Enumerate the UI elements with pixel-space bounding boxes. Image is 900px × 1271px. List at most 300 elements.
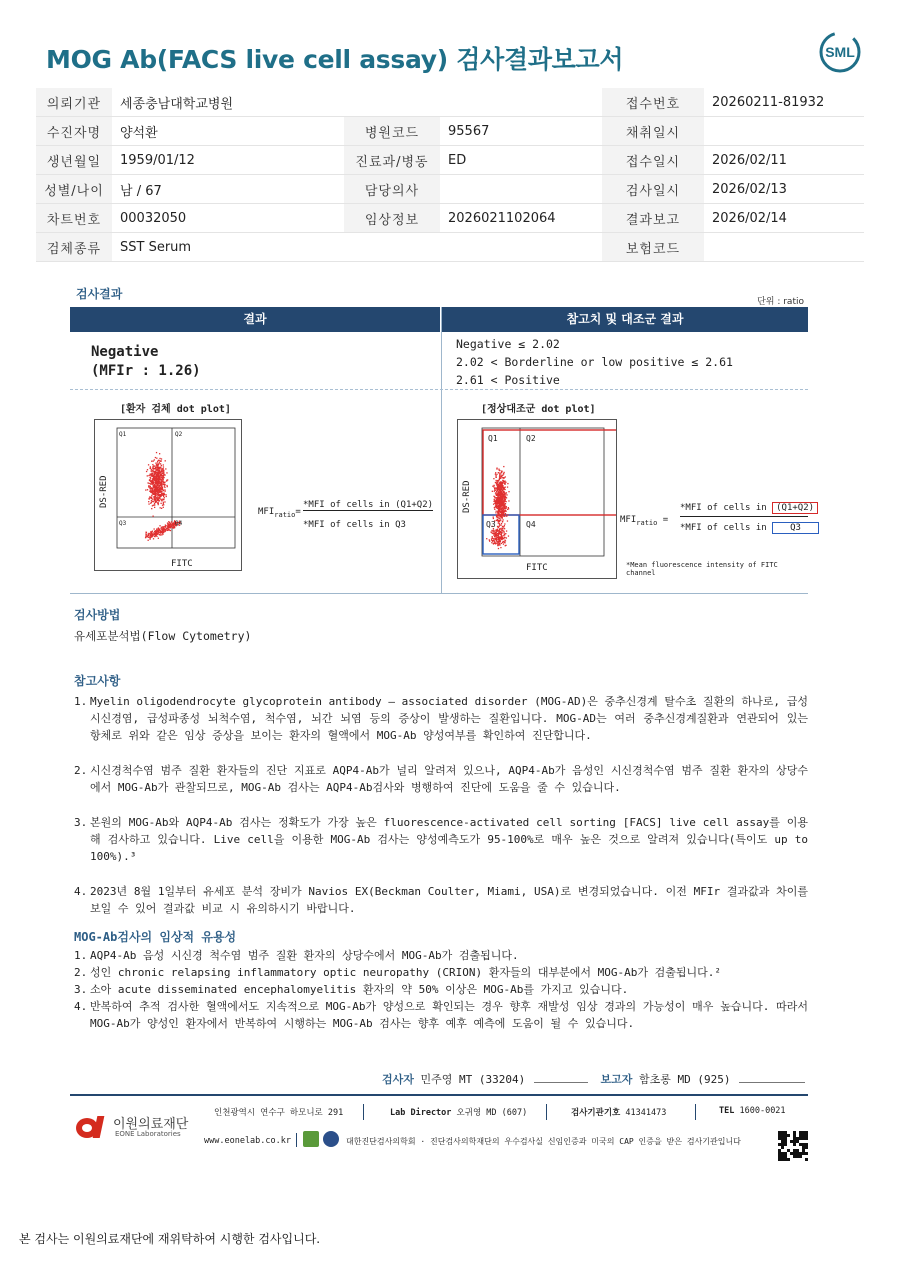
control-dot	[497, 543, 498, 544]
patient-dot	[166, 472, 167, 473]
control-dot	[501, 517, 502, 518]
patient-formula-label: $MFI_{ratio}=$	[258, 507, 301, 519]
qr-module	[781, 1146, 784, 1149]
qr-module	[787, 1149, 790, 1152]
patient-dot	[157, 470, 158, 471]
control-dot	[503, 480, 504, 481]
patient-dot	[154, 484, 155, 485]
footer-sep	[695, 1104, 696, 1120]
patient-dot	[156, 469, 157, 470]
patient-dot	[152, 464, 153, 465]
info-value: 20260211-81932	[704, 88, 864, 117]
control-dot	[501, 471, 502, 472]
control-dot	[495, 482, 496, 483]
control-dot	[505, 545, 506, 546]
patient-dot	[151, 500, 152, 501]
info-value: 2026/02/11	[704, 146, 864, 175]
qr-module	[805, 1137, 808, 1140]
control-dot	[503, 503, 504, 504]
patient-dot	[159, 476, 160, 477]
result-value: Negative	[91, 344, 159, 360]
patient-dot	[156, 480, 157, 481]
patient-dot	[157, 482, 158, 483]
control-dot	[493, 478, 494, 479]
patient-dot	[155, 491, 156, 492]
patient-dot	[150, 535, 151, 536]
info-label: 수진자명	[36, 117, 112, 146]
patient-dot	[148, 486, 149, 487]
patient-dot	[152, 480, 153, 481]
control-dot	[496, 537, 497, 538]
control-dot	[500, 537, 501, 538]
patient-dot	[171, 521, 172, 522]
footer-tel: TEL 1600-0021	[719, 1106, 786, 1116]
patient-dot	[155, 472, 156, 473]
patient-dot	[155, 490, 156, 491]
control-dot	[495, 512, 496, 513]
control-dot	[501, 535, 502, 536]
patient-dot	[160, 498, 161, 499]
patient-dot	[153, 487, 154, 488]
control-dot	[496, 500, 497, 501]
qr-module	[799, 1137, 802, 1140]
patient-dot	[161, 485, 162, 486]
patient-dot	[160, 486, 161, 487]
patient-dot	[155, 499, 156, 500]
qr-module	[787, 1158, 790, 1161]
qr-module	[799, 1155, 802, 1158]
report-title: MOG Ab(FACS live cell assay) 검사결과보고서	[46, 45, 624, 74]
patient-dot	[158, 479, 159, 480]
control-dot	[502, 538, 503, 539]
patient-dot	[173, 527, 174, 528]
patient-dot	[154, 473, 155, 474]
control-dot	[498, 469, 499, 470]
control-dot	[499, 543, 500, 544]
patient-dot	[148, 501, 149, 502]
patient-dot	[160, 484, 161, 485]
control-dot	[495, 493, 496, 494]
info-value: 1959/01/12	[112, 146, 344, 175]
patient-dot	[161, 458, 162, 459]
control-dot	[493, 539, 494, 540]
control-dot	[489, 539, 490, 540]
patient-dot	[158, 538, 159, 539]
control-dot	[496, 533, 497, 534]
patient-dot	[153, 538, 154, 539]
info-value: 2026021102064	[440, 204, 602, 233]
qr-module	[784, 1152, 787, 1155]
qr-module	[793, 1131, 796, 1134]
tester-signature	[534, 1082, 588, 1083]
control-dot	[502, 477, 503, 478]
control-dot	[496, 516, 497, 517]
info-value: 양석환	[112, 117, 344, 146]
patient-dot	[150, 489, 151, 490]
patient-dot	[160, 475, 161, 476]
patient-dot	[163, 477, 164, 478]
qr-module	[790, 1140, 793, 1143]
control-dot	[505, 511, 506, 512]
patient-info-table	[36, 88, 864, 262]
patient-dot	[171, 525, 172, 526]
clinical-item: 3. 소아 acute disseminated encephalomyelitis 환자의 약 50% 이상은 MOG-Ab를 가지고 있습니다.	[74, 983, 629, 996]
control-formula-label: $MFI_{ratio}$ =	[620, 515, 669, 527]
patient-dot	[163, 464, 164, 465]
patient-dot	[159, 489, 160, 490]
control-dot	[503, 541, 504, 542]
control-q1-label: Q1	[488, 434, 498, 443]
patient-dot	[158, 480, 159, 481]
patient-dot	[145, 533, 146, 534]
patient-dot	[156, 466, 157, 467]
info-label	[344, 88, 440, 117]
control-dot	[497, 520, 498, 521]
patient-dot	[162, 533, 163, 534]
control-dot	[489, 541, 490, 542]
control-dot	[508, 508, 509, 509]
control-dot	[503, 526, 504, 527]
patient-dot	[152, 485, 153, 486]
patient-dot	[167, 522, 168, 523]
control-dot	[500, 525, 501, 526]
control-dot	[501, 482, 502, 483]
control-dot	[499, 473, 500, 474]
control-dot	[505, 540, 506, 541]
control-dot	[499, 503, 500, 504]
denominator-q3-box: Q3	[772, 522, 819, 534]
patient-dot	[163, 470, 164, 471]
control-dot	[496, 489, 497, 490]
control-dot	[504, 481, 505, 482]
control-dot	[504, 497, 505, 498]
control-dot	[496, 520, 497, 521]
info-value: 2026/02/14	[704, 204, 864, 233]
qr-module	[805, 1146, 808, 1149]
patient-dot	[150, 468, 151, 469]
patient-plot-title: [환자 검체 dot plot]	[120, 404, 231, 415]
qr-module	[781, 1155, 784, 1158]
control-dot	[499, 482, 500, 483]
control-dot	[503, 466, 504, 467]
info-value	[440, 175, 602, 204]
qr-module	[802, 1134, 805, 1137]
qr-module	[778, 1158, 781, 1161]
qr-module	[784, 1137, 787, 1140]
patient-dot	[160, 463, 161, 464]
control-dot	[496, 494, 497, 495]
control-dot	[507, 520, 508, 521]
patient-dot	[157, 498, 158, 499]
patient-dot	[165, 460, 166, 461]
control-dot	[498, 548, 499, 549]
qr-module	[802, 1131, 805, 1134]
control-dot	[500, 499, 501, 500]
patient-dot	[167, 527, 168, 528]
control-dot	[503, 512, 504, 513]
patient-dot	[155, 535, 156, 536]
control-dot	[502, 542, 503, 543]
control-dot	[497, 482, 498, 483]
patient-dot	[152, 473, 153, 474]
control-dot	[498, 522, 499, 523]
control-dot	[495, 487, 496, 488]
info-label: 생년월일	[36, 146, 112, 175]
patient-dot	[159, 453, 160, 454]
control-dot	[501, 534, 502, 535]
control-dot	[498, 527, 499, 528]
control-dot	[494, 543, 495, 544]
patient-dot	[151, 508, 152, 509]
control-dot	[508, 535, 509, 536]
patient-dot	[153, 460, 154, 461]
control-dot	[506, 497, 507, 498]
info-label: 차트번호	[36, 204, 112, 233]
control-dot	[495, 502, 496, 503]
patient-dot	[161, 469, 162, 470]
control-dot	[497, 544, 498, 545]
footer-website[interactable]: www.eonelab.co.kr	[204, 1136, 291, 1146]
patient-dot	[160, 507, 161, 508]
patient-dot	[156, 528, 157, 529]
control-dot	[501, 523, 502, 524]
patient-dot	[149, 537, 150, 538]
info-row	[36, 88, 864, 117]
patient-dot	[161, 532, 162, 533]
control-dot	[502, 496, 503, 497]
patient-dot	[158, 528, 159, 529]
control-dot	[506, 537, 507, 538]
control-dot	[493, 518, 494, 519]
results-table	[70, 307, 815, 594]
patient-dot	[171, 526, 172, 527]
patient-dot	[150, 486, 151, 487]
control-dot	[503, 492, 504, 493]
control-dot	[493, 496, 494, 497]
patient-dot	[153, 496, 154, 497]
control-dot	[505, 476, 506, 477]
control-dot	[486, 538, 487, 539]
control-dot	[499, 544, 500, 545]
clinical-title: MOG-Ab검사의 임상적 유용성	[74, 930, 237, 944]
qr-module	[802, 1137, 805, 1140]
patient-dot	[150, 477, 151, 478]
patient-dot	[165, 524, 166, 525]
qr-module	[793, 1140, 796, 1143]
patient-dot	[164, 487, 165, 488]
control-dot	[492, 538, 493, 539]
info-label: 접수일시	[602, 146, 704, 175]
control-dot	[501, 529, 502, 530]
control-plot-title: [정상대조군 dot plot]	[481, 404, 596, 415]
patient-dot	[147, 482, 148, 483]
clinical-list	[74, 947, 808, 1032]
patient-dot	[163, 490, 164, 491]
control-dot	[496, 497, 497, 498]
control-dot	[495, 476, 496, 477]
patient-dot	[164, 501, 165, 502]
control-dot	[492, 533, 493, 534]
patient-dot	[158, 504, 159, 505]
control-dot	[492, 491, 493, 492]
patient-dot	[163, 528, 164, 529]
qr-module	[805, 1158, 808, 1161]
footer-rule	[70, 1094, 808, 1096]
patient-dot	[157, 487, 158, 488]
qr-module	[790, 1152, 793, 1155]
patient-dot	[166, 496, 167, 497]
bottom-note: 본 검사는 이원의료재단에 재위탁하여 시행한 검사입니다.	[19, 1232, 321, 1246]
patient-dot	[154, 479, 155, 480]
patient-dot	[162, 505, 163, 506]
patient-dot	[154, 465, 155, 466]
control-dot	[499, 470, 500, 471]
control-dot	[501, 476, 502, 477]
patient-dot	[161, 527, 162, 528]
reference-borderline: 2.02 < Borderline or low positive ≤ 2.61	[456, 355, 733, 369]
qr-module	[799, 1134, 802, 1137]
control-dot	[503, 495, 504, 496]
control-dot	[506, 492, 507, 493]
control-dot	[494, 536, 495, 537]
qr-module	[787, 1134, 790, 1137]
patient-dot	[156, 478, 157, 479]
reporter-signature	[739, 1082, 805, 1083]
control-dot	[498, 518, 499, 519]
control-dot	[502, 493, 503, 494]
control-y-axis-label: DS-RED	[462, 480, 472, 513]
patient-dot	[154, 507, 155, 508]
patient-dot	[168, 521, 169, 522]
patient-dot	[161, 529, 162, 530]
control-dot	[495, 538, 496, 539]
control-dot	[499, 475, 500, 476]
control-dot	[496, 531, 497, 532]
patient-dot	[164, 529, 165, 530]
patient-dot	[156, 536, 157, 537]
control-dot	[494, 530, 495, 531]
reporter-name: 함초롱 MD (925)	[639, 1073, 731, 1086]
control-dot	[495, 474, 496, 475]
patient-dot	[172, 524, 173, 525]
control-dot	[501, 472, 502, 473]
control-dot	[493, 485, 494, 486]
info-label: 담당의사	[344, 175, 440, 204]
qr-module	[784, 1158, 787, 1161]
control-dot	[501, 510, 502, 511]
patient-dot	[167, 525, 168, 526]
control-dot	[498, 511, 499, 512]
qr-module	[781, 1152, 784, 1155]
patient-dot	[155, 502, 156, 503]
qr-module	[778, 1131, 781, 1134]
patient-dot	[149, 491, 150, 492]
patient-dot	[158, 477, 159, 478]
patient-dot	[161, 481, 162, 482]
patient-y-axis-label: DS-RED	[99, 475, 109, 508]
patient-dot	[162, 498, 163, 499]
patient-dot	[156, 533, 157, 534]
control-dot	[501, 504, 502, 505]
control-dot	[493, 531, 494, 532]
control-dot	[507, 483, 508, 484]
patient-dot	[155, 457, 156, 458]
control-dot	[498, 507, 499, 508]
info-label: 임상정보	[344, 204, 440, 233]
control-dot	[502, 486, 503, 487]
footer-lab-director: Lab Director 오귀영 MD (607)	[390, 1108, 528, 1118]
control-dot	[490, 531, 491, 532]
control-dot	[506, 516, 507, 517]
patient-dot	[152, 530, 153, 531]
patient-dot	[156, 531, 157, 532]
patient-plot-frame	[117, 428, 235, 548]
patient-dot	[159, 525, 160, 526]
info-value	[440, 88, 602, 117]
qr-module	[784, 1143, 787, 1146]
signature-line	[382, 1071, 805, 1087]
patient-dot	[159, 478, 160, 479]
patient-dot	[160, 534, 161, 535]
control-dot	[503, 506, 504, 507]
patient-dot	[170, 530, 171, 531]
patient-dot	[164, 497, 165, 498]
clinical-item: 1. AQP4-Ab 음성 시신경 척수염 범주 질환 환자의 상당수에서 MOG-Ab가 검출됩니다.	[74, 949, 519, 962]
patient-dot	[169, 527, 170, 528]
control-dot	[502, 521, 503, 522]
qr-module	[784, 1134, 787, 1137]
control-dot	[501, 511, 502, 512]
control-dot	[504, 508, 505, 509]
patient-dot	[156, 476, 157, 477]
note-item: 2. 시신경척수염 범주 질환 환자들의 진단 지표로 AQP4-Ab가 널리 알려져 있으나, AQP4-Ab가 음성인 시신경척수염 범주 질환 환자의 상당수에서 MOG-Ab가 관찰되므로, MOG-Ab 검사는 AQP4-Ab검사와 병행하여 진단에 도움을 줄 수 있습니다.	[74, 764, 808, 794]
patient-dot	[163, 484, 164, 485]
patient-dot	[162, 526, 163, 527]
patient-dot	[154, 485, 155, 486]
qr-module	[802, 1146, 805, 1149]
patient-dot	[160, 530, 161, 531]
qr-module	[778, 1143, 781, 1146]
control-dot	[494, 499, 495, 500]
patient-dot	[157, 491, 158, 492]
control-dot	[493, 504, 494, 505]
control-dot	[498, 539, 499, 540]
control-dot	[498, 499, 499, 500]
control-dot	[504, 523, 505, 524]
control-dot	[505, 495, 506, 496]
qr-module	[781, 1158, 784, 1161]
control-dot	[508, 507, 509, 508]
patient-dot	[148, 503, 149, 504]
control-dot	[506, 530, 507, 531]
control-dot	[500, 532, 501, 533]
patient-dot	[145, 537, 146, 538]
patient-dot	[152, 516, 153, 517]
patient-dot	[155, 468, 156, 469]
patient-dot	[160, 490, 161, 491]
patient-dot	[157, 497, 158, 498]
qr-module	[778, 1137, 781, 1140]
patient-dot	[151, 490, 152, 491]
control-dot	[495, 503, 496, 504]
patient-dot	[162, 489, 163, 490]
qr-module	[778, 1149, 781, 1152]
info-label	[344, 233, 440, 262]
patient-dot	[153, 493, 154, 494]
control-dot	[500, 519, 501, 520]
patient-dot	[146, 471, 147, 472]
control-dot	[505, 487, 506, 488]
